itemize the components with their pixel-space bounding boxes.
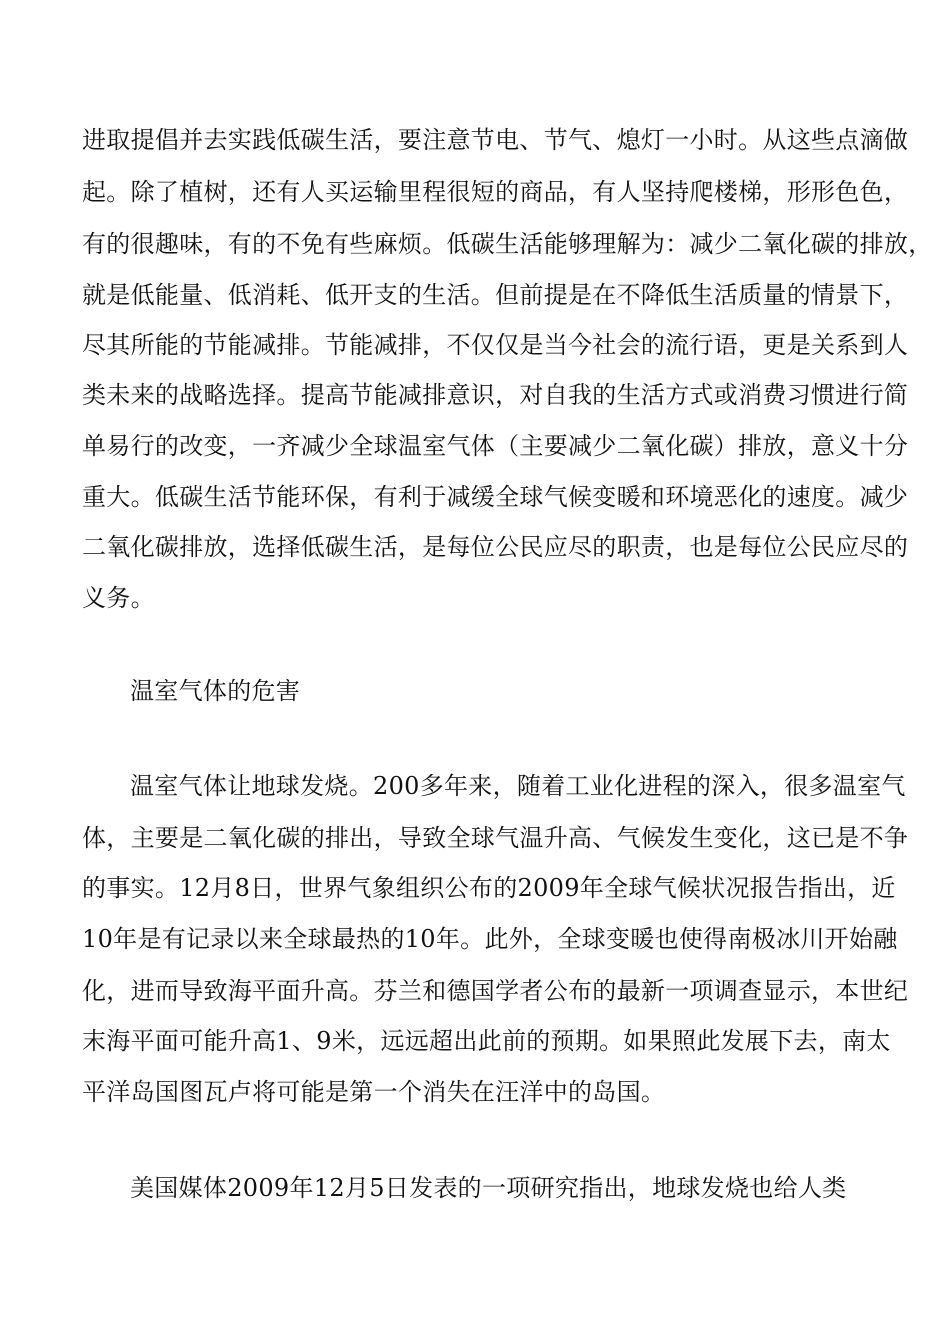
paragraph-line: 美国媒体2009年12月5日发表的一项研究指出，地球发烧也给人类 [130, 1174, 847, 1202]
paragraph-line: 的事实。12月8日，世界气象组织公布的2009年全球气候状况报告指出，近 [82, 874, 896, 902]
paragraph-line: 义务。 [82, 584, 155, 612]
paragraph-line: 进取提倡并去实践低碳生活，要注意节电、节气、熄灯一小时。从这些点滴做 [82, 126, 909, 154]
paragraph-line: 平洋岛国图瓦卢将可能是第一个消失在汪洋中的岛国。 [82, 1078, 666, 1106]
paragraph-line: 末海平面可能升高1、9米，远远超出此前的预期。如果照此发展下去，南太 [82, 1027, 891, 1055]
paragraph-line: 温室气体让地球发烧。200多年来，随着工业化进程的深入，很多温室气 [130, 772, 906, 800]
paragraph-line: 起。除了植树，还有人买运输里程很短的商品，有人坚持爬楼梯，形形色色， [82, 178, 909, 206]
paragraph-line: 尽其所能的节能减排。节能减排，不仅仅是当今社会的流行语，更是关系到人 [82, 331, 909, 359]
paragraph-line: 就是低能量、低消耗、低开支的生活。但前提是在不降低生活质量的情景下， [82, 281, 909, 309]
paragraph-line: 二氧化碳排放，选择低碳生活，是每位公民应尽的职责，也是每位公民应尽的 [82, 533, 909, 561]
paragraph-line: 类未来的战略选择。提高节能减排意识，对自我的生活方式或消费习惯进行简 [82, 381, 909, 409]
paragraph-line: 化，进而导致海平面升高。芬兰和德国学者公布的最新一项调查显示，本世纪 [82, 977, 909, 1005]
section-heading: 温室气体的危害 [130, 677, 301, 705]
paragraph-line: 体，主要是二氧化碳的排出，导致全球气温升高、气候发生变化，这已是不争 [82, 824, 909, 852]
paragraph-line: 10年是有记录以来全球最热的10年。此外，全球变暖也使得南极冰川开始融 [82, 925, 898, 953]
paragraph-line: 单易行的改变，一齐减少全球温室气体（主要减少二氧化碳）排放，意义十分 [82, 432, 909, 460]
paragraph-line: 有的很趣味，有的不免有些麻烦。低碳生活能够理解为：减少二氧化碳的排放， [82, 230, 933, 258]
paragraph-line: 重大。低碳生活节能环保，有利于减缓全球气候变暖和环境恶化的速度。减少 [82, 483, 909, 511]
